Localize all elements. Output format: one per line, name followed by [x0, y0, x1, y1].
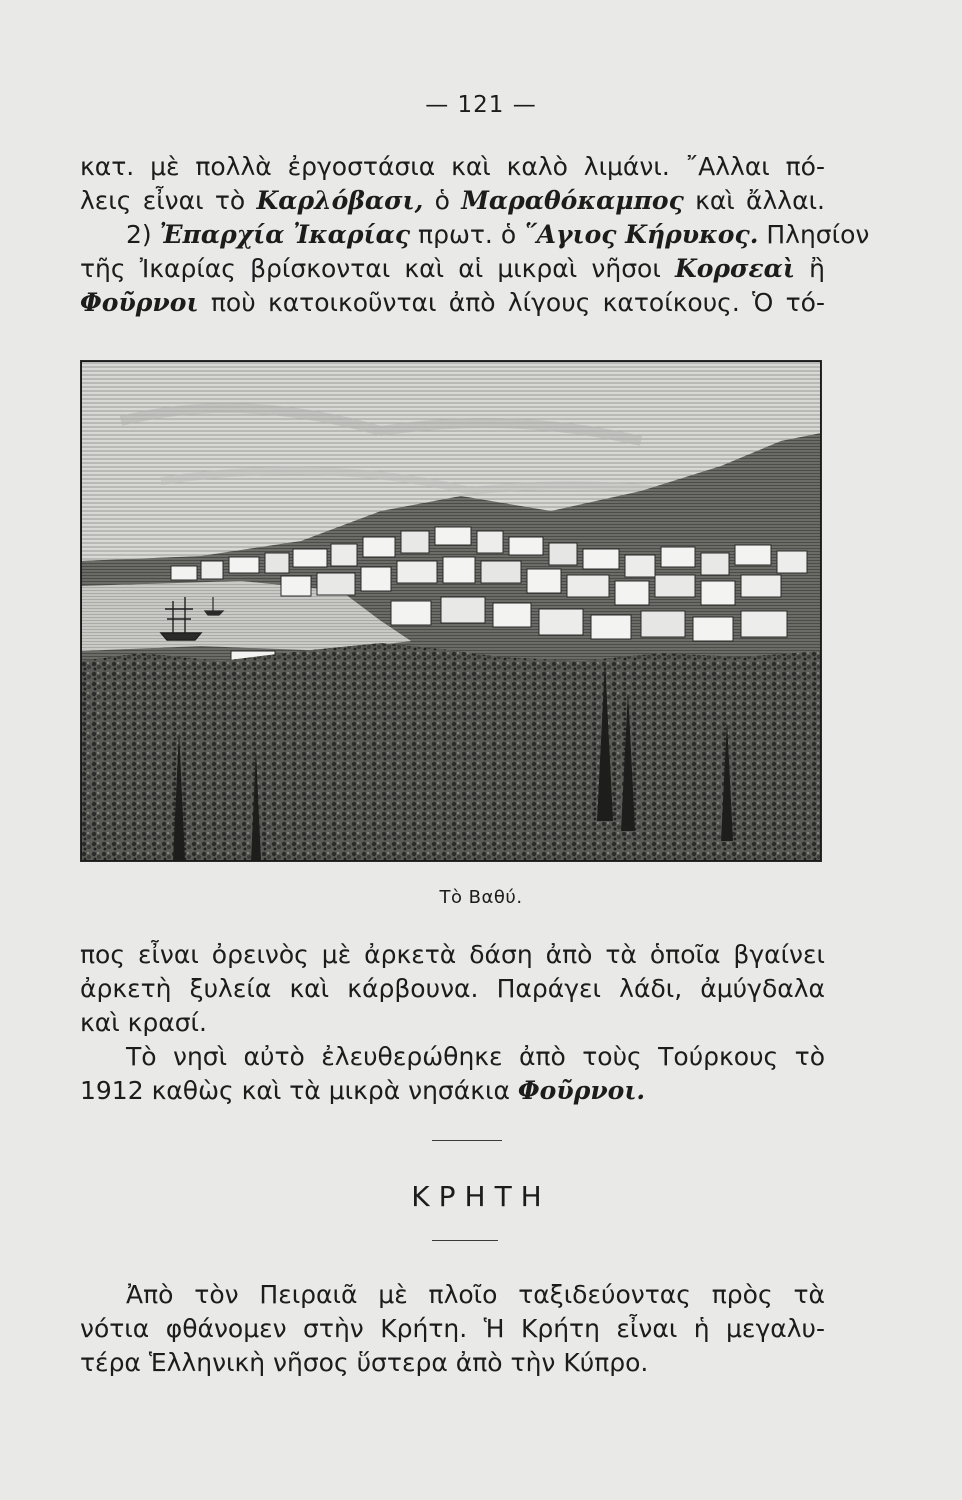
text-line: [80, 184, 825, 218]
text-line: [80, 218, 870, 252]
text-line: κατ. μὲ πολλὰ ἐργοστάσια καὶ καλὸ λιμάνι. ῎Αλλαι πό-: [80, 152, 825, 181]
text-span: πρωτ. ὁ: [410, 220, 525, 249]
text-line: [80, 286, 825, 320]
text-line: πος εἶναι ὀρεινὸς μὲ ἀρκετὰ δάση ἀπὸ τὰ ὁποῖα βγαίνει: [80, 940, 825, 969]
province-name-ikaria: Ἐπαρχία Ἰκαρίας: [159, 220, 411, 249]
text-line: Τὸ νησὶ αὐτὸ ἐλευθερώθηκε ἀπὸ τοὺς Τούρκους τὸ: [126, 1042, 825, 1071]
text-span: ὁ: [423, 186, 462, 215]
engraving-vathy: [80, 360, 822, 862]
text-line: ἀρκετὴ ξυλεία καὶ κάρβουνα. Παράγει λάδι, ἀμύγδαλα: [80, 974, 825, 1003]
text-span: τῆς Ἰκαρίας βρίσκονται καὶ αἱ μικραὶ νῆσοι: [80, 254, 675, 283]
text-span: ποὺ κατοικοῦνται ἀπὸ λίγους κατοίκους. Ὁ τό-: [198, 288, 825, 317]
place-name-karlovasi: Καρλόβασι,: [256, 186, 424, 215]
place-name-agios-kirykos: ῞Αγιος Κήρυκος.: [524, 220, 759, 249]
place-name-fournoi: Φοῦρνοι: [80, 288, 199, 317]
figure-caption: Τὸ Βαθύ.: [439, 887, 523, 908]
section-title: ΚΡΗΤΗ: [411, 1180, 551, 1213]
place-name-marathokampos: Μαραθόκαμπος: [461, 186, 684, 215]
continued-paragraph: [80, 938, 825, 1108]
text-span: ἢ: [794, 254, 825, 283]
place-name-fournoi: Φοῦρνοι.: [517, 1076, 646, 1105]
text-line: [80, 1074, 825, 1108]
place-name-korseai: Κορσεαὶ: [674, 254, 795, 283]
text-line: Ἀπὸ τὸν Πειραιᾶ μὲ πλοῖο ταξιδεύοντας πρὸς τὰ: [126, 1280, 825, 1309]
foreground-trees: [81, 643, 821, 861]
text-span: λεις εἶναι τὸ: [80, 186, 257, 215]
text-line: νότια φθάνομεν στὴν Κρήτη. Ἡ Κρήτη εἶναι ἡ μεγαλυ-: [80, 1314, 825, 1343]
divider-rule-bottom: [432, 1240, 498, 1241]
text-line: καὶ κρασί.: [80, 1008, 207, 1037]
intro-paragraph: [80, 150, 870, 320]
divider-rule-top: [432, 1140, 502, 1141]
text-line: τέρα Ἑλληνικὴ νῆσος ὕστερα ἀπὸ τὴν Κύπρο.: [80, 1348, 649, 1377]
text-span: 2): [126, 220, 160, 249]
crete-paragraph: [80, 1278, 825, 1380]
text-span: καὶ ἄλλαι.: [683, 186, 825, 215]
page-number: — 121 —: [425, 92, 537, 118]
text-line: [80, 252, 825, 286]
text-span: Πλησίον: [758, 220, 870, 249]
text-span: 1912 καθὼς καὶ τὰ μικρὰ νησάκια: [80, 1076, 518, 1105]
